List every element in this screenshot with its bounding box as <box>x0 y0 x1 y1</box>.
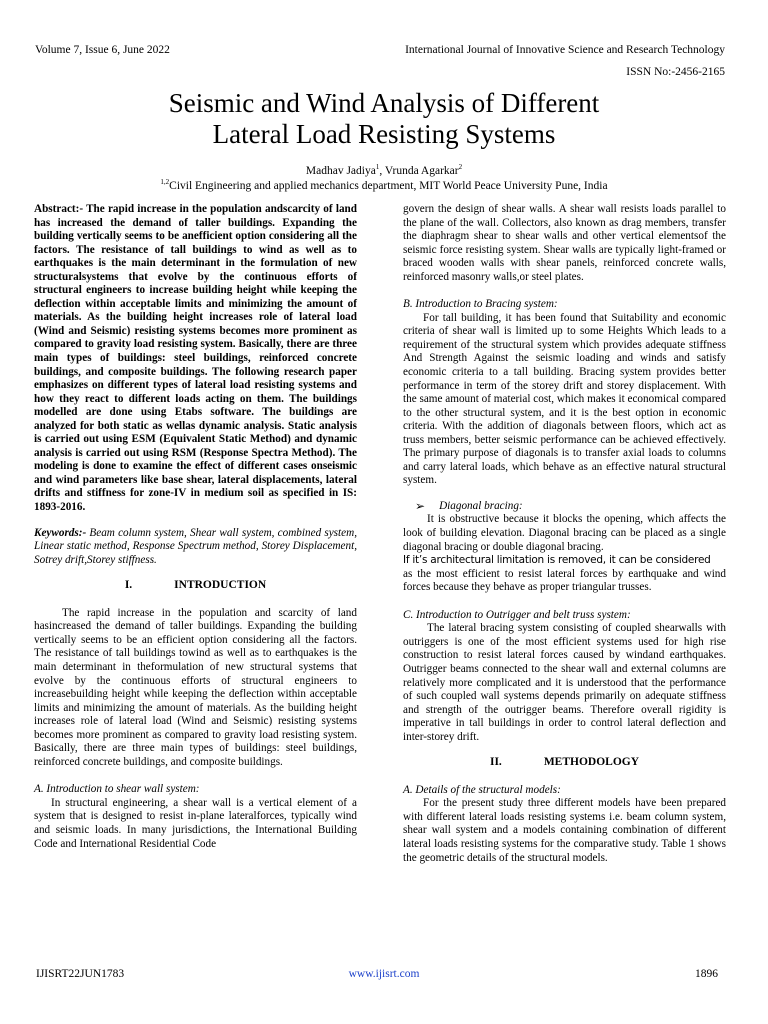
author-1: Madhav Jadiya <box>305 164 376 177</box>
affiliation-text: Civil Engineering and applied mechanics department, MIT World Peace University Pune, India <box>169 179 608 192</box>
affiliation-sup: 1,2 <box>160 178 170 186</box>
bracing-paragraph: For tall building, it has been found that Suitability and economic criteria of shear wall is limited up to some Heights Which leads to a requirement of the structural system which provides adequate stiffness And Strength Against the seismic loading and winds and satisfy economic criteria to a tall building. Bracing system provides better performance in term of the storey drift and storey displacement. With the same amount of material cost, which makes it economical compared to the other structural system, and it is the best option in economic criteria. With the addition of diagonals between floors, which act as truss members, better seismic performance can be achieved effectively. The primary purpose of diagonals is to transfer axial loads to columns and carry lateral loads, which behave as an effective natural structural system. <box>403 311 726 487</box>
bullet-label: Diagonal bracing: <box>439 499 523 512</box>
author-2-sup: 2 <box>458 163 463 171</box>
header-journal: International Journal of Innovative Science and Research Technology <box>405 44 725 56</box>
paper-title <box>0 88 768 150</box>
header-volume: Volume 7, Issue 6, June 2022 <box>35 44 170 56</box>
shear-wall-paragraph: In structural engineering, a shear wall is a vertical element of a system that is designed to resist in-plane lateralforces, typically wind and seismic loads. In many jurisdictions, the International Building Code and International Residential Code <box>34 796 357 850</box>
section-number: I. <box>124 579 133 592</box>
footer-id: IJISRT22JUN1783 <box>36 968 125 980</box>
left-column <box>34 203 357 851</box>
subheading-structural-models: A. Details of the structural models: <box>403 783 561 796</box>
structural-models-paragraph: For the present study three different models have been prepared with different lateral loads resisting systems i.e. beam column system, shear wall system and a models containing combination of different lateral loads resisting systems for the comparative study. Table 1 shows the geometric details of the structural models. <box>403 797 726 864</box>
intro-paragraph: The rapid increase in the population and scarcity of land hasincreased the demand of taller buildings. Expanding the building vertically seems to be an efficient option considering all the factors. The resistance of tall buildings towind as well as to earthquakes is the main determinant in theformulation of new structural systems that evolve by the continuous efforts of structural engineers to increasebuilding height while keeping the deflection within acceptable limits and minimizing the amount of materials. As the building height increases role of lateral load (Wind and Seismic) resisting systems becomes more prominent as compared to gravity load resisting system. Basically, there are three main types of buildings: steel buildings, reinforced concrete buildings, and composite buildings. <box>34 606 357 768</box>
subheading-bracing: B. Introduction to Bracing system: <box>403 298 558 311</box>
shear-wall-paragraph-cont: govern the design of shear walls. A shear wall resists loads parallel to the plane of the wall. Collectors, also known as drag members, transfer the diaphragm shear to shear walls and other vertical elementsof the seismic force resisting system. Shear walls are typically light-framed or braced wooden walls with shear panels, reinforced concrete walls, reinforced masonry walls,or steel plates. <box>403 203 726 283</box>
section-number: II. <box>489 756 502 769</box>
title-line-2: Lateral Load Resisting Systems <box>212 119 556 149</box>
keywords-text: Beam column system, Shear wall system, combined system, Linear static method, Response Spectrum method, Storey Displacement, Sotrey drift,Storey stiffness. <box>34 526 357 566</box>
title-line-1: Seismic and Wind Analysis of Different <box>168 88 600 118</box>
diagonal-paragraph-end: as the most efficient to resist lateral forces by earthquake and wind forces because they behave as proper triangular trusses. <box>403 567 726 594</box>
section-title: METHODOLOGY <box>543 756 640 769</box>
abstract: Abstract:- The rapid increase in the population andscarcity of land has increased the demand of taller buildings. Expanding the building vertically seems to be anefficient option considering all the factors. The resistance of tall buildings to wind as well as to earthquakes is the main determinant in the formulation of new structuralsystems that evolve by the continuous efforts of structural engineers to increase building height while keeping the deflection within acceptable limits and minimizing the amount of materials. As the building height increases role of lateral load (Wind and Seismic) resisting systems becomes more prominent as compared to gravity load resisting system. Basically, there are three main types of buildings: steel buildings, reinforced concrete buildings, and composite buildings. The following research paper emphasizes on different types of lateral load resisting systems and how they react to different loads acting on them. The buildings modelled are done using Etabs software. The buildings are analyzed for both static as wellas dynamic analysis. Static analysis is carried out using ESM (Equivalent Static Method) and dynamic analysis is carried out using RSM (Response Spectra Method). The modeling is done to examine the effect of different cases onseismic and wind parameters like base shear, lateral displacements, lateral drifts and stiffness for zone-IV in medium soil as specified in IS: 1893-2016. <box>34 203 357 514</box>
diagonal-paragraph-line: If it’s architectural limitation is removed, it can be considered <box>403 554 711 567</box>
section-heading-methodology <box>403 756 726 770</box>
bullet-diagonal-bracing <box>403 500 726 514</box>
author-1-sup: 1 <box>375 163 380 171</box>
affiliation <box>0 178 768 192</box>
keywords-label: Keywords:- <box>34 526 87 539</box>
arrow-bullet-icon: ➢ <box>415 498 426 513</box>
author-separator: , <box>379 164 385 177</box>
subheading-outrigger: C. Introduction to Outrigger and belt truss system: <box>403 608 631 621</box>
subheading-shear-wall: A. Introduction to shear wall system: <box>34 783 200 796</box>
footer-url-link[interactable]: www.ijisrt.com <box>348 968 420 980</box>
page-number: 1896 <box>695 968 718 980</box>
section-heading-introduction <box>34 579 357 593</box>
outrigger-paragraph: The lateral bracing system consisting of coupled shearwalls with outriggers is one of the most efficient systems used for high rise construction to resist lateral forces caused by windand earthquakes. Outrigger beams connected to the shear wall and external columns are relatively more complicated and it is understood that the performance of such coupled wall systems depends primarily on adequate stiffness and strength of the outrigger beams. Therefore overall rigidity is imperative in tall buildings in order to control lateral deflection and inter-storey drift. <box>403 622 726 743</box>
diagonal-paragraph: It is obstructive because it blocks the opening, which affects the look of building elevation. Diagonal bracing can be placed as a single diagonal bracing or double diagonal bracing. <box>403 513 726 553</box>
right-column <box>403 203 726 865</box>
section-title: INTRODUCTION <box>174 579 267 592</box>
authors <box>0 163 768 177</box>
keywords <box>34 527 357 568</box>
header-issn: ISSN No:-2456-2165 <box>626 66 725 78</box>
author-2: Vrunda Agarkar <box>384 164 459 177</box>
